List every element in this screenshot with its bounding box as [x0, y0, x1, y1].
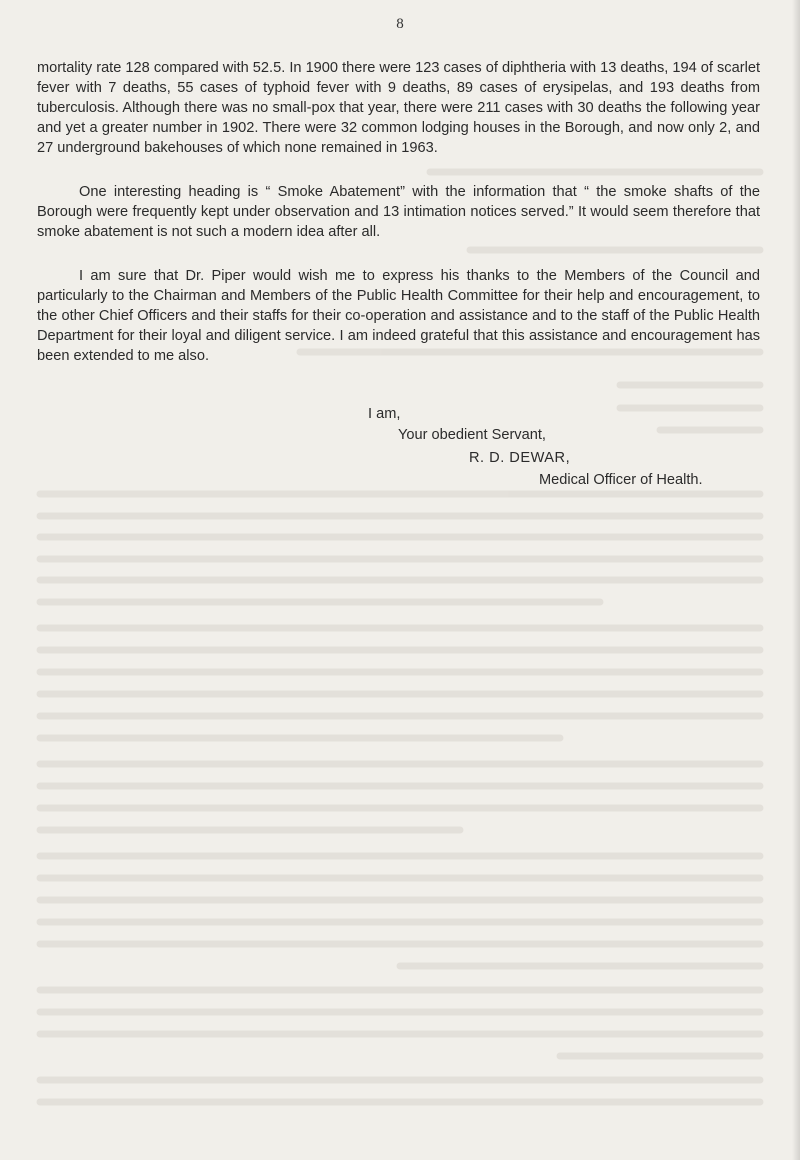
paragraph-smoke-abatement: One interesting heading is “ Smoke Abatement” with the information that “ the smoke shafts of the Borough were frequently kept under observation and 13 intimation notices served.” It would seem therefore that smoke abatement is not such a modern idea after all.	[37, 184, 760, 240]
signature-salutation: I am,	[368, 406, 401, 422]
paragraph-acknowledgements: I am sure that Dr. Piper would wish me to express his thanks to the Members of the Council and particularly to the Chairman and Members of the Public Health Committee for their help and encouragement, to the other Chief Officers and their staffs for their co-operation and assistance and to the staff of the Public Health Department for their loyal and diligent service. I am indeed grateful that this assistance and encouragement has been extended to me also.	[37, 268, 760, 364]
page-number: 8	[396, 16, 404, 32]
paragraph-mortality-statistics: mortality rate 128 compared with 52.5. In 1900 there were 123 cases of diphtheria with 13 deaths, 194 of scarlet fever with 7 deaths, 55 cases of typhoid fever with 9 deaths, 89 cases of erysipelas, and 193 deaths from tuberculosis. Although there was no small-pox that year, there were 211 cases with 30 deaths the following year and yet a greater number in 1902. There were 32 common lodging houses in the Borough, and now only 2, and 27 underground bakehouses of which none remained in 1963.	[37, 60, 760, 156]
signature-closing: Your obedient Servant,	[398, 427, 546, 443]
page-edge-shadow	[792, 0, 800, 1160]
signature-title: Medical Officer of Health.	[539, 472, 703, 488]
signature-name: R. D. DEWAR,	[469, 450, 571, 466]
